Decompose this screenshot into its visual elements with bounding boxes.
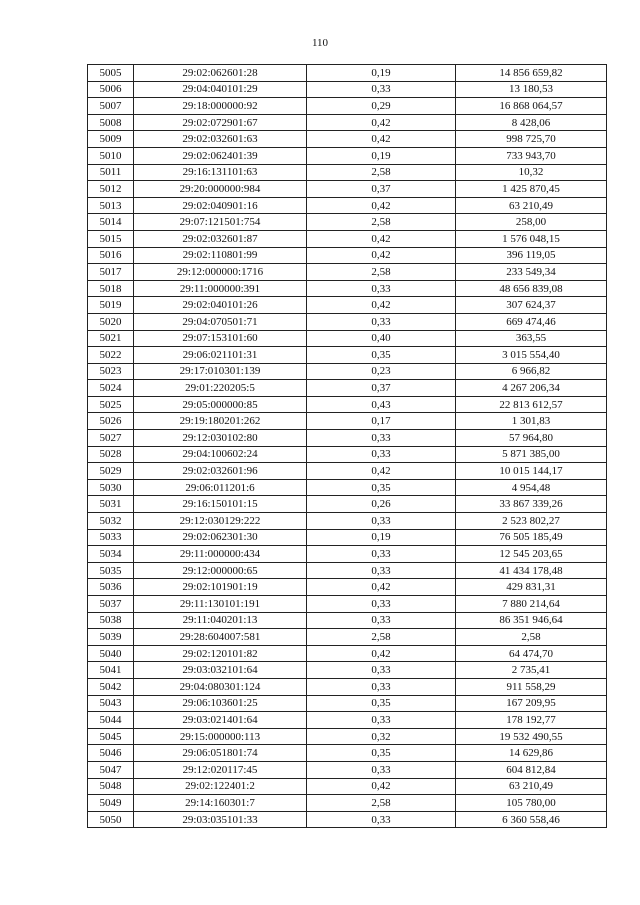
- coefficient-cell: 0,35: [307, 745, 456, 762]
- value-cell: 33 867 339,26: [456, 496, 607, 513]
- cadastral-number-cell: 29:04:070501:71: [134, 313, 307, 330]
- coefficient-cell: 0,32: [307, 728, 456, 745]
- cadastral-number-cell: 29:06:021101:31: [134, 347, 307, 364]
- coefficient-cell: 0,42: [307, 778, 456, 795]
- row-number-cell: 5015: [88, 230, 134, 247]
- coefficient-cell: 0,35: [307, 695, 456, 712]
- table-row: [88, 81, 607, 98]
- cadastral-number-cell: 29:03:021401:64: [134, 712, 307, 729]
- coefficient-cell: 0,37: [307, 181, 456, 198]
- table-row: [88, 645, 607, 662]
- cadastral-number-cell: 29:02:040101:26: [134, 297, 307, 314]
- value-cell: 733 943,70: [456, 147, 607, 164]
- row-number-cell: 5049: [88, 795, 134, 812]
- row-number-cell: 5033: [88, 529, 134, 546]
- value-cell: 258,00: [456, 214, 607, 231]
- table-row: [88, 230, 607, 247]
- value-cell: 63 210,49: [456, 197, 607, 214]
- value-cell: 5 871 385,00: [456, 446, 607, 463]
- cadastral-number-cell: 29:17:010301:139: [134, 363, 307, 380]
- table-row: [88, 795, 607, 812]
- coefficient-cell: 0,33: [307, 313, 456, 330]
- cadastral-number-cell: 29:28:604007:581: [134, 629, 307, 646]
- row-number-cell: 5018: [88, 280, 134, 297]
- value-cell: 2,58: [456, 629, 607, 646]
- cadastral-number-cell: 29:02:062401:39: [134, 147, 307, 164]
- value-cell: 669 474,46: [456, 313, 607, 330]
- row-number-cell: 5024: [88, 380, 134, 397]
- coefficient-cell: 0,40: [307, 330, 456, 347]
- table-row: [88, 811, 607, 828]
- table-row: [88, 761, 607, 778]
- row-number-cell: 5045: [88, 728, 134, 745]
- cadastral-number-cell: 29:02:062601:28: [134, 65, 307, 82]
- table-row: [88, 662, 607, 679]
- table-row: [88, 363, 607, 380]
- value-cell: 41 434 178,48: [456, 562, 607, 579]
- cadastral-number-cell: 29:06:051801:74: [134, 745, 307, 762]
- cadastral-number-cell: 29:02:040901:16: [134, 197, 307, 214]
- table-body: [88, 65, 607, 828]
- table-row: [88, 579, 607, 596]
- cadastral-number-cell: 29:06:011201:6: [134, 479, 307, 496]
- coefficient-cell: 0,42: [307, 197, 456, 214]
- coefficient-cell: 0,33: [307, 712, 456, 729]
- row-number-cell: 5025: [88, 396, 134, 413]
- row-number-cell: 5047: [88, 761, 134, 778]
- cadastral-number-cell: 29:12:030129:222: [134, 513, 307, 530]
- table-row: [88, 313, 607, 330]
- table-row: [88, 629, 607, 646]
- cadastral-number-cell: 29:20:000000:984: [134, 181, 307, 198]
- coefficient-cell: 2,58: [307, 795, 456, 812]
- table-row: [88, 181, 607, 198]
- cadastral-number-cell: 29:16:131101:63: [134, 164, 307, 181]
- table-row: [88, 562, 607, 579]
- cadastral-number-cell: 29:04:080301:124: [134, 678, 307, 695]
- cadastral-number-cell: 29:03:032101:64: [134, 662, 307, 679]
- cadastral-number-cell: 29:02:120101:82: [134, 645, 307, 662]
- row-number-cell: 5023: [88, 363, 134, 380]
- table-row: [88, 546, 607, 563]
- value-cell: 363,55: [456, 330, 607, 347]
- coefficient-cell: 0,42: [307, 579, 456, 596]
- cadastral-number-cell: 29:11:000000:391: [134, 280, 307, 297]
- coefficient-cell: 0,33: [307, 513, 456, 530]
- page-number: 110: [311, 37, 329, 49]
- row-number-cell: 5046: [88, 745, 134, 762]
- coefficient-cell: 0,43: [307, 396, 456, 413]
- value-cell: 12 545 203,65: [456, 546, 607, 563]
- value-cell: 2 523 802,27: [456, 513, 607, 530]
- table-row: [88, 745, 607, 762]
- table-row: [88, 430, 607, 447]
- coefficient-cell: 0,33: [307, 761, 456, 778]
- cadastral-number-cell: 29:02:122401:2: [134, 778, 307, 795]
- row-number-cell: 5041: [88, 662, 134, 679]
- row-number-cell: 5034: [88, 546, 134, 563]
- coefficient-cell: 0,23: [307, 363, 456, 380]
- table-row: [88, 778, 607, 795]
- value-cell: 4 954,48: [456, 479, 607, 496]
- table-row: [88, 479, 607, 496]
- row-number-cell: 5048: [88, 778, 134, 795]
- row-number-cell: 5013: [88, 197, 134, 214]
- table-row: [88, 264, 607, 281]
- table-row: [88, 463, 607, 480]
- value-cell: 8 428,06: [456, 114, 607, 131]
- table-row: [88, 380, 607, 397]
- coefficient-cell: 0,37: [307, 380, 456, 397]
- coefficient-cell: 0,33: [307, 612, 456, 629]
- coefficient-cell: 0,42: [307, 463, 456, 480]
- coefficient-cell: 0,42: [307, 230, 456, 247]
- coefficient-cell: 0,33: [307, 678, 456, 695]
- row-number-cell: 5014: [88, 214, 134, 231]
- coefficient-cell: 0,42: [307, 645, 456, 662]
- value-cell: 19 532 490,55: [456, 728, 607, 745]
- cadastral-number-cell: 29:12:020117:45: [134, 761, 307, 778]
- row-number-cell: 5042: [88, 678, 134, 695]
- cadastral-value-table: [87, 64, 607, 828]
- coefficient-cell: 0,42: [307, 114, 456, 131]
- row-number-cell: 5032: [88, 513, 134, 530]
- value-cell: 22 813 612,57: [456, 396, 607, 413]
- coefficient-cell: 0,33: [307, 662, 456, 679]
- row-number-cell: 5008: [88, 114, 134, 131]
- value-cell: 178 192,77: [456, 712, 607, 729]
- coefficient-cell: 0,35: [307, 347, 456, 364]
- table-row: [88, 695, 607, 712]
- cadastral-number-cell: 29:02:062301:30: [134, 529, 307, 546]
- row-number-cell: 5030: [88, 479, 134, 496]
- table-row: [88, 214, 607, 231]
- table-row: [88, 529, 607, 546]
- coefficient-cell: 2,58: [307, 629, 456, 646]
- value-cell: 396 119,05: [456, 247, 607, 264]
- value-cell: 6 966,82: [456, 363, 607, 380]
- coefficient-cell: 0,33: [307, 546, 456, 563]
- coefficient-cell: 0,33: [307, 596, 456, 613]
- cadastral-number-cell: 29:12:000000:1716: [134, 264, 307, 281]
- value-cell: 7 880 214,64: [456, 596, 607, 613]
- value-cell: 3 015 554,40: [456, 347, 607, 364]
- value-cell: 64 474,70: [456, 645, 607, 662]
- coefficient-cell: 0,19: [307, 529, 456, 546]
- cadastral-number-cell: 29:19:180201:262: [134, 413, 307, 430]
- value-cell: 86 351 946,64: [456, 612, 607, 629]
- row-number-cell: 5038: [88, 612, 134, 629]
- coefficient-cell: 0,42: [307, 131, 456, 148]
- cadastral-number-cell: 29:14:160301:7: [134, 795, 307, 812]
- row-number-cell: 5031: [88, 496, 134, 513]
- coefficient-cell: 2,58: [307, 164, 456, 181]
- value-cell: 105 780,00: [456, 795, 607, 812]
- cadastral-number-cell: 29:04:100602:24: [134, 446, 307, 463]
- coefficient-cell: 0,33: [307, 280, 456, 297]
- value-cell: 76 505 185,49: [456, 529, 607, 546]
- table-row: [88, 596, 607, 613]
- row-number-cell: 5017: [88, 264, 134, 281]
- table-row: [88, 446, 607, 463]
- value-cell: 604 812,84: [456, 761, 607, 778]
- coefficient-cell: 0,19: [307, 147, 456, 164]
- row-number-cell: 5028: [88, 446, 134, 463]
- row-number-cell: 5035: [88, 562, 134, 579]
- table-row: [88, 728, 607, 745]
- coefficient-cell: 0,17: [307, 413, 456, 430]
- value-cell: 1 425 870,45: [456, 181, 607, 198]
- value-cell: 10 015 144,17: [456, 463, 607, 480]
- cadastral-number-cell: 29:04:040101:29: [134, 81, 307, 98]
- row-number-cell: 5009: [88, 131, 134, 148]
- cadastral-number-cell: 29:07:121501:754: [134, 214, 307, 231]
- value-cell: 998 725,70: [456, 131, 607, 148]
- cadastral-number-cell: 29:06:103601:25: [134, 695, 307, 712]
- value-cell: 16 868 064,57: [456, 98, 607, 115]
- value-cell: 6 360 558,46: [456, 811, 607, 828]
- table-row: [88, 147, 607, 164]
- table-row: [88, 678, 607, 695]
- row-number-cell: 5005: [88, 65, 134, 82]
- cadastral-number-cell: 29:01:220205:5: [134, 380, 307, 397]
- table-row: [88, 197, 607, 214]
- row-number-cell: 5019: [88, 297, 134, 314]
- table-row: [88, 612, 607, 629]
- coefficient-cell: 0,42: [307, 297, 456, 314]
- table-row: [88, 280, 607, 297]
- coefficient-cell: 0,33: [307, 811, 456, 828]
- table-row: [88, 65, 607, 82]
- value-cell: 911 558,29: [456, 678, 607, 695]
- table-row: [88, 513, 607, 530]
- row-number-cell: 5007: [88, 98, 134, 115]
- row-number-cell: 5050: [88, 811, 134, 828]
- cadastral-number-cell: 29:12:000000:65: [134, 562, 307, 579]
- cadastral-number-cell: 29:11:000000:434: [134, 546, 307, 563]
- cadastral-number-cell: 29:05:000000:85: [134, 396, 307, 413]
- table-row: [88, 347, 607, 364]
- cadastral-number-cell: 29:12:030102:80: [134, 430, 307, 447]
- cadastral-number-cell: 29:02:032601:96: [134, 463, 307, 480]
- value-cell: 10,32: [456, 164, 607, 181]
- cadastral-number-cell: 29:02:101901:19: [134, 579, 307, 596]
- value-cell: 307 624,37: [456, 297, 607, 314]
- row-number-cell: 5022: [88, 347, 134, 364]
- coefficient-cell: 0,26: [307, 496, 456, 513]
- row-number-cell: 5043: [88, 695, 134, 712]
- row-number-cell: 5040: [88, 645, 134, 662]
- coefficient-cell: 0,29: [307, 98, 456, 115]
- row-number-cell: 5044: [88, 712, 134, 729]
- table-row: [88, 247, 607, 264]
- cadastral-number-cell: 29:07:153101:60: [134, 330, 307, 347]
- coefficient-cell: 0,42: [307, 247, 456, 264]
- value-cell: 14 629,86: [456, 745, 607, 762]
- row-number-cell: 5026: [88, 413, 134, 430]
- coefficient-cell: 0,33: [307, 81, 456, 98]
- coefficient-cell: 0,19: [307, 65, 456, 82]
- coefficient-cell: 0,33: [307, 430, 456, 447]
- value-cell: 429 831,31: [456, 579, 607, 596]
- table-row: [88, 330, 607, 347]
- value-cell: 233 549,34: [456, 264, 607, 281]
- table-row: [88, 114, 607, 131]
- table-row: [88, 164, 607, 181]
- row-number-cell: 5012: [88, 181, 134, 198]
- row-number-cell: 5011: [88, 164, 134, 181]
- coefficient-cell: 2,58: [307, 264, 456, 281]
- cadastral-number-cell: 29:02:110801:99: [134, 247, 307, 264]
- cadastral-number-cell: 29:02:032601:63: [134, 131, 307, 148]
- table-row: [88, 413, 607, 430]
- cadastral-number-cell: 29:02:032601:87: [134, 230, 307, 247]
- value-cell: 63 210,49: [456, 778, 607, 795]
- coefficient-cell: 0,35: [307, 479, 456, 496]
- row-number-cell: 5021: [88, 330, 134, 347]
- value-cell: 2 735,41: [456, 662, 607, 679]
- table-row: [88, 131, 607, 148]
- row-number-cell: 5016: [88, 247, 134, 264]
- table-row: [88, 297, 607, 314]
- cadastral-number-cell: 29:03:035101:33: [134, 811, 307, 828]
- value-cell: 167 209,95: [456, 695, 607, 712]
- cadastral-number-cell: 29:16:150101:15: [134, 496, 307, 513]
- cadastral-number-cell: 29:11:130101:191: [134, 596, 307, 613]
- value-cell: 13 180,53: [456, 81, 607, 98]
- row-number-cell: 5027: [88, 430, 134, 447]
- row-number-cell: 5039: [88, 629, 134, 646]
- row-number-cell: 5010: [88, 147, 134, 164]
- row-number-cell: 5006: [88, 81, 134, 98]
- row-number-cell: 5037: [88, 596, 134, 613]
- table-row: [88, 496, 607, 513]
- table-row: [88, 98, 607, 115]
- row-number-cell: 5036: [88, 579, 134, 596]
- coefficient-cell: 0,33: [307, 562, 456, 579]
- cadastral-number-cell: 29:02:072901:67: [134, 114, 307, 131]
- cadastral-number-cell: 29:18:000000:92: [134, 98, 307, 115]
- table-row: [88, 396, 607, 413]
- cadastral-number-cell: 29:15:000000:113: [134, 728, 307, 745]
- value-cell: 1 301,83: [456, 413, 607, 430]
- row-number-cell: 5020: [88, 313, 134, 330]
- value-cell: 4 267 206,34: [456, 380, 607, 397]
- value-cell: 48 656 839,08: [456, 280, 607, 297]
- coefficient-cell: 0,33: [307, 446, 456, 463]
- value-cell: 14 856 659,82: [456, 65, 607, 82]
- coefficient-cell: 2,58: [307, 214, 456, 231]
- row-number-cell: 5029: [88, 463, 134, 480]
- value-cell: 1 576 048,15: [456, 230, 607, 247]
- table-row: [88, 712, 607, 729]
- value-cell: 57 964,80: [456, 430, 607, 447]
- cadastral-number-cell: 29:11:040201:13: [134, 612, 307, 629]
